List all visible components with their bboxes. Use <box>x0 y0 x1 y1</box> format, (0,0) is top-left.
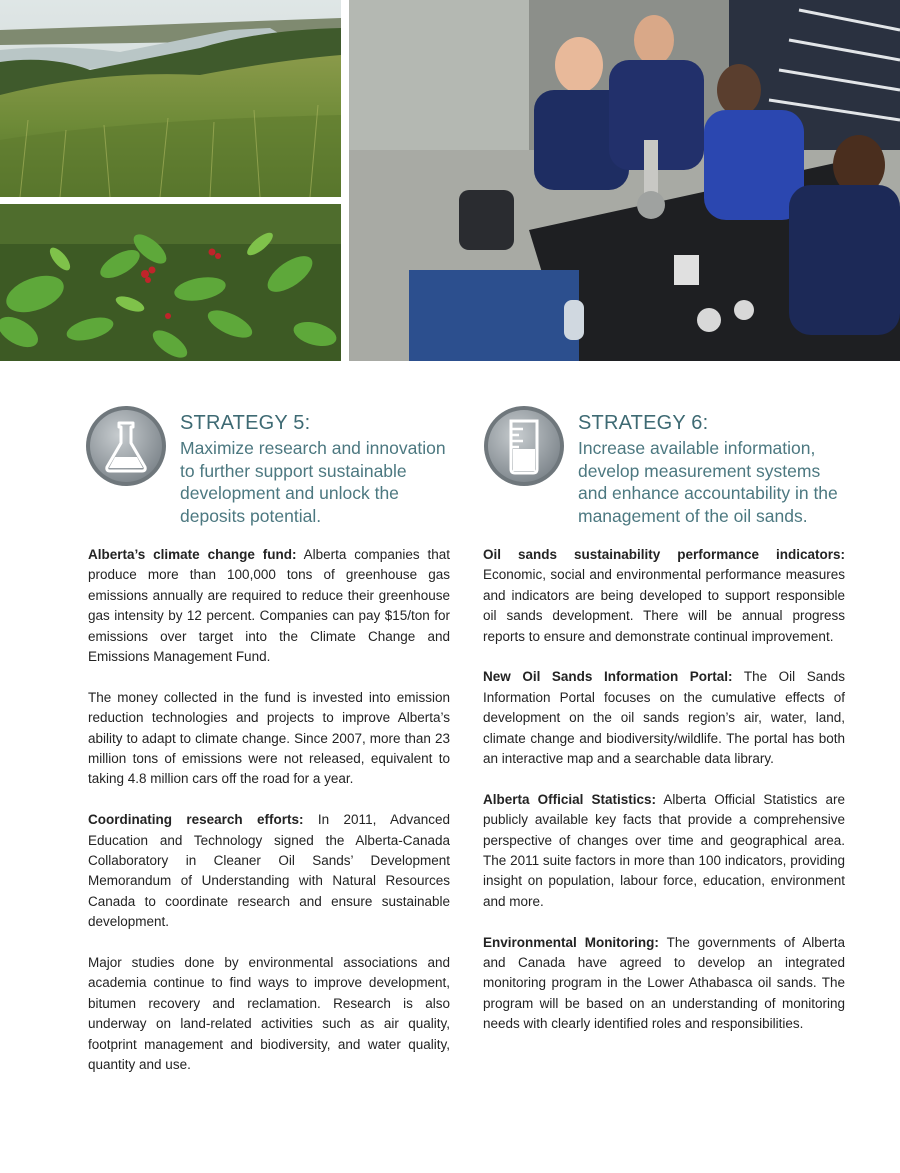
strategy-5-heading: STRATEGY 5: <box>180 412 311 434</box>
paragraph-information-portal <box>483 667 845 769</box>
paragraph-body: The Oil Sands Information Portal focuses on the cumulative effects of development on the oil sands region’s air, water, land, climate change and biodiversity/wildlife. The portal has both an interactive map and a searchable data library. <box>483 669 845 767</box>
paragraph-lead: Environmental Monitoring: <box>483 934 659 950</box>
right-text-column <box>483 545 845 1055</box>
paragraph-climate-change-fund <box>88 545 450 667</box>
strategy-6-line: and enhance accountability in the <box>578 483 838 503</box>
paragraph-body: Alberta Official Statistics are publicly available key facts that provide a comprehensive perspective of changes over time and geographical area. The 2011 suite factors in more than 100 indicators, providing insight on population, labour force, education, environment and more. <box>483 791 846 909</box>
paragraph-lead: Alberta Official Statistics: <box>483 791 657 807</box>
flask-icon <box>85 405 167 487</box>
strategy-5-line: Maximize research and innovation <box>180 438 446 458</box>
paragraph-performance-indicators <box>483 545 845 647</box>
paragraph-lead: New Oil Sands Information Portal: <box>483 669 733 685</box>
laboratory-researchers-photo <box>349 0 900 361</box>
strategy-6-heading: STRATEGY 6: <box>578 412 709 434</box>
strategy-5-line: deposits potential. <box>180 505 322 526</box>
left-text-column <box>88 545 450 1096</box>
river-valley-landscape-photo <box>0 0 341 197</box>
strategy-5-description <box>180 437 470 527</box>
paragraph-coordinating-research <box>88 810 450 932</box>
paragraph-fund-investment <box>88 688 450 790</box>
strategy-6-line: management of the oil sands. <box>578 505 808 526</box>
paragraph-body: In 2011, Advanced Education and Technology signed the Alberta-Canada Collaboratory in Cleaner Oil Sands’ Development Memorandum of Understanding with Natural Resources Canada to coordinate research and ensure sustainable development. <box>88 812 450 930</box>
paragraph-environmental-monitoring <box>483 933 845 1035</box>
paragraph-lead: Coordinating research efforts: <box>88 812 304 828</box>
paragraph-lead: Alberta’s climate change fund: <box>88 547 297 562</box>
paragraph-body: Economic, social and environmental performance measures and indicators are being developed to support responsible oil sands development. There will be annual progress reports to ensure and demonstrate continual improvement. <box>483 567 845 644</box>
strategy-6-line: develop measurement systems <box>578 460 821 481</box>
strategy-6-description <box>578 437 868 527</box>
strategy-6-line: Increase available information, <box>578 438 816 458</box>
paragraph-body: Major studies done by environmental associations and academia continue to find ways to improve development, bitumen recovery and reclamation. Research is also underway on land-related activities such as air quality, footprint management and biodiversity, and water quality, quantity and use. <box>88 955 450 1073</box>
paragraph-body: The governments of Alberta and Canada have agreed to develop an integrated monitoring program in the Lower Athabasca oil sands. The program will be based on an understanding of monitoring needs with clearly identified roles and responsibilities. <box>483 934 845 1032</box>
paragraph-lead: Oil sands sustainability performance indicators: <box>483 547 845 562</box>
paragraph-official-statistics <box>483 790 845 912</box>
paragraph-major-studies <box>88 953 450 1075</box>
strategy-5-line: development and unlock the <box>180 483 399 503</box>
strategy-5-line: to further support sustainable <box>180 460 407 481</box>
measuring-cylinder-icon <box>483 405 565 487</box>
paragraph-body: Alberta companies that produce more than 100,000 tons of greenhouse gas emissions annually are required to reduce their greenhouse gas intensity by 12 percent. Companies can pay $15/ton for emissions over target into the Climate Change and Emissions Management Fund. <box>88 547 450 665</box>
bunchberry-plants-photo <box>0 204 341 361</box>
paragraph-body: The money collected in the fund is invested into emission reduction technologies and projects to improve Alberta’s ability to adapt to climate change. Since 2007, more than 23 million tons of emissions were not released, equivalent to taking 4.8 million cars off the road for a year. <box>88 689 450 787</box>
